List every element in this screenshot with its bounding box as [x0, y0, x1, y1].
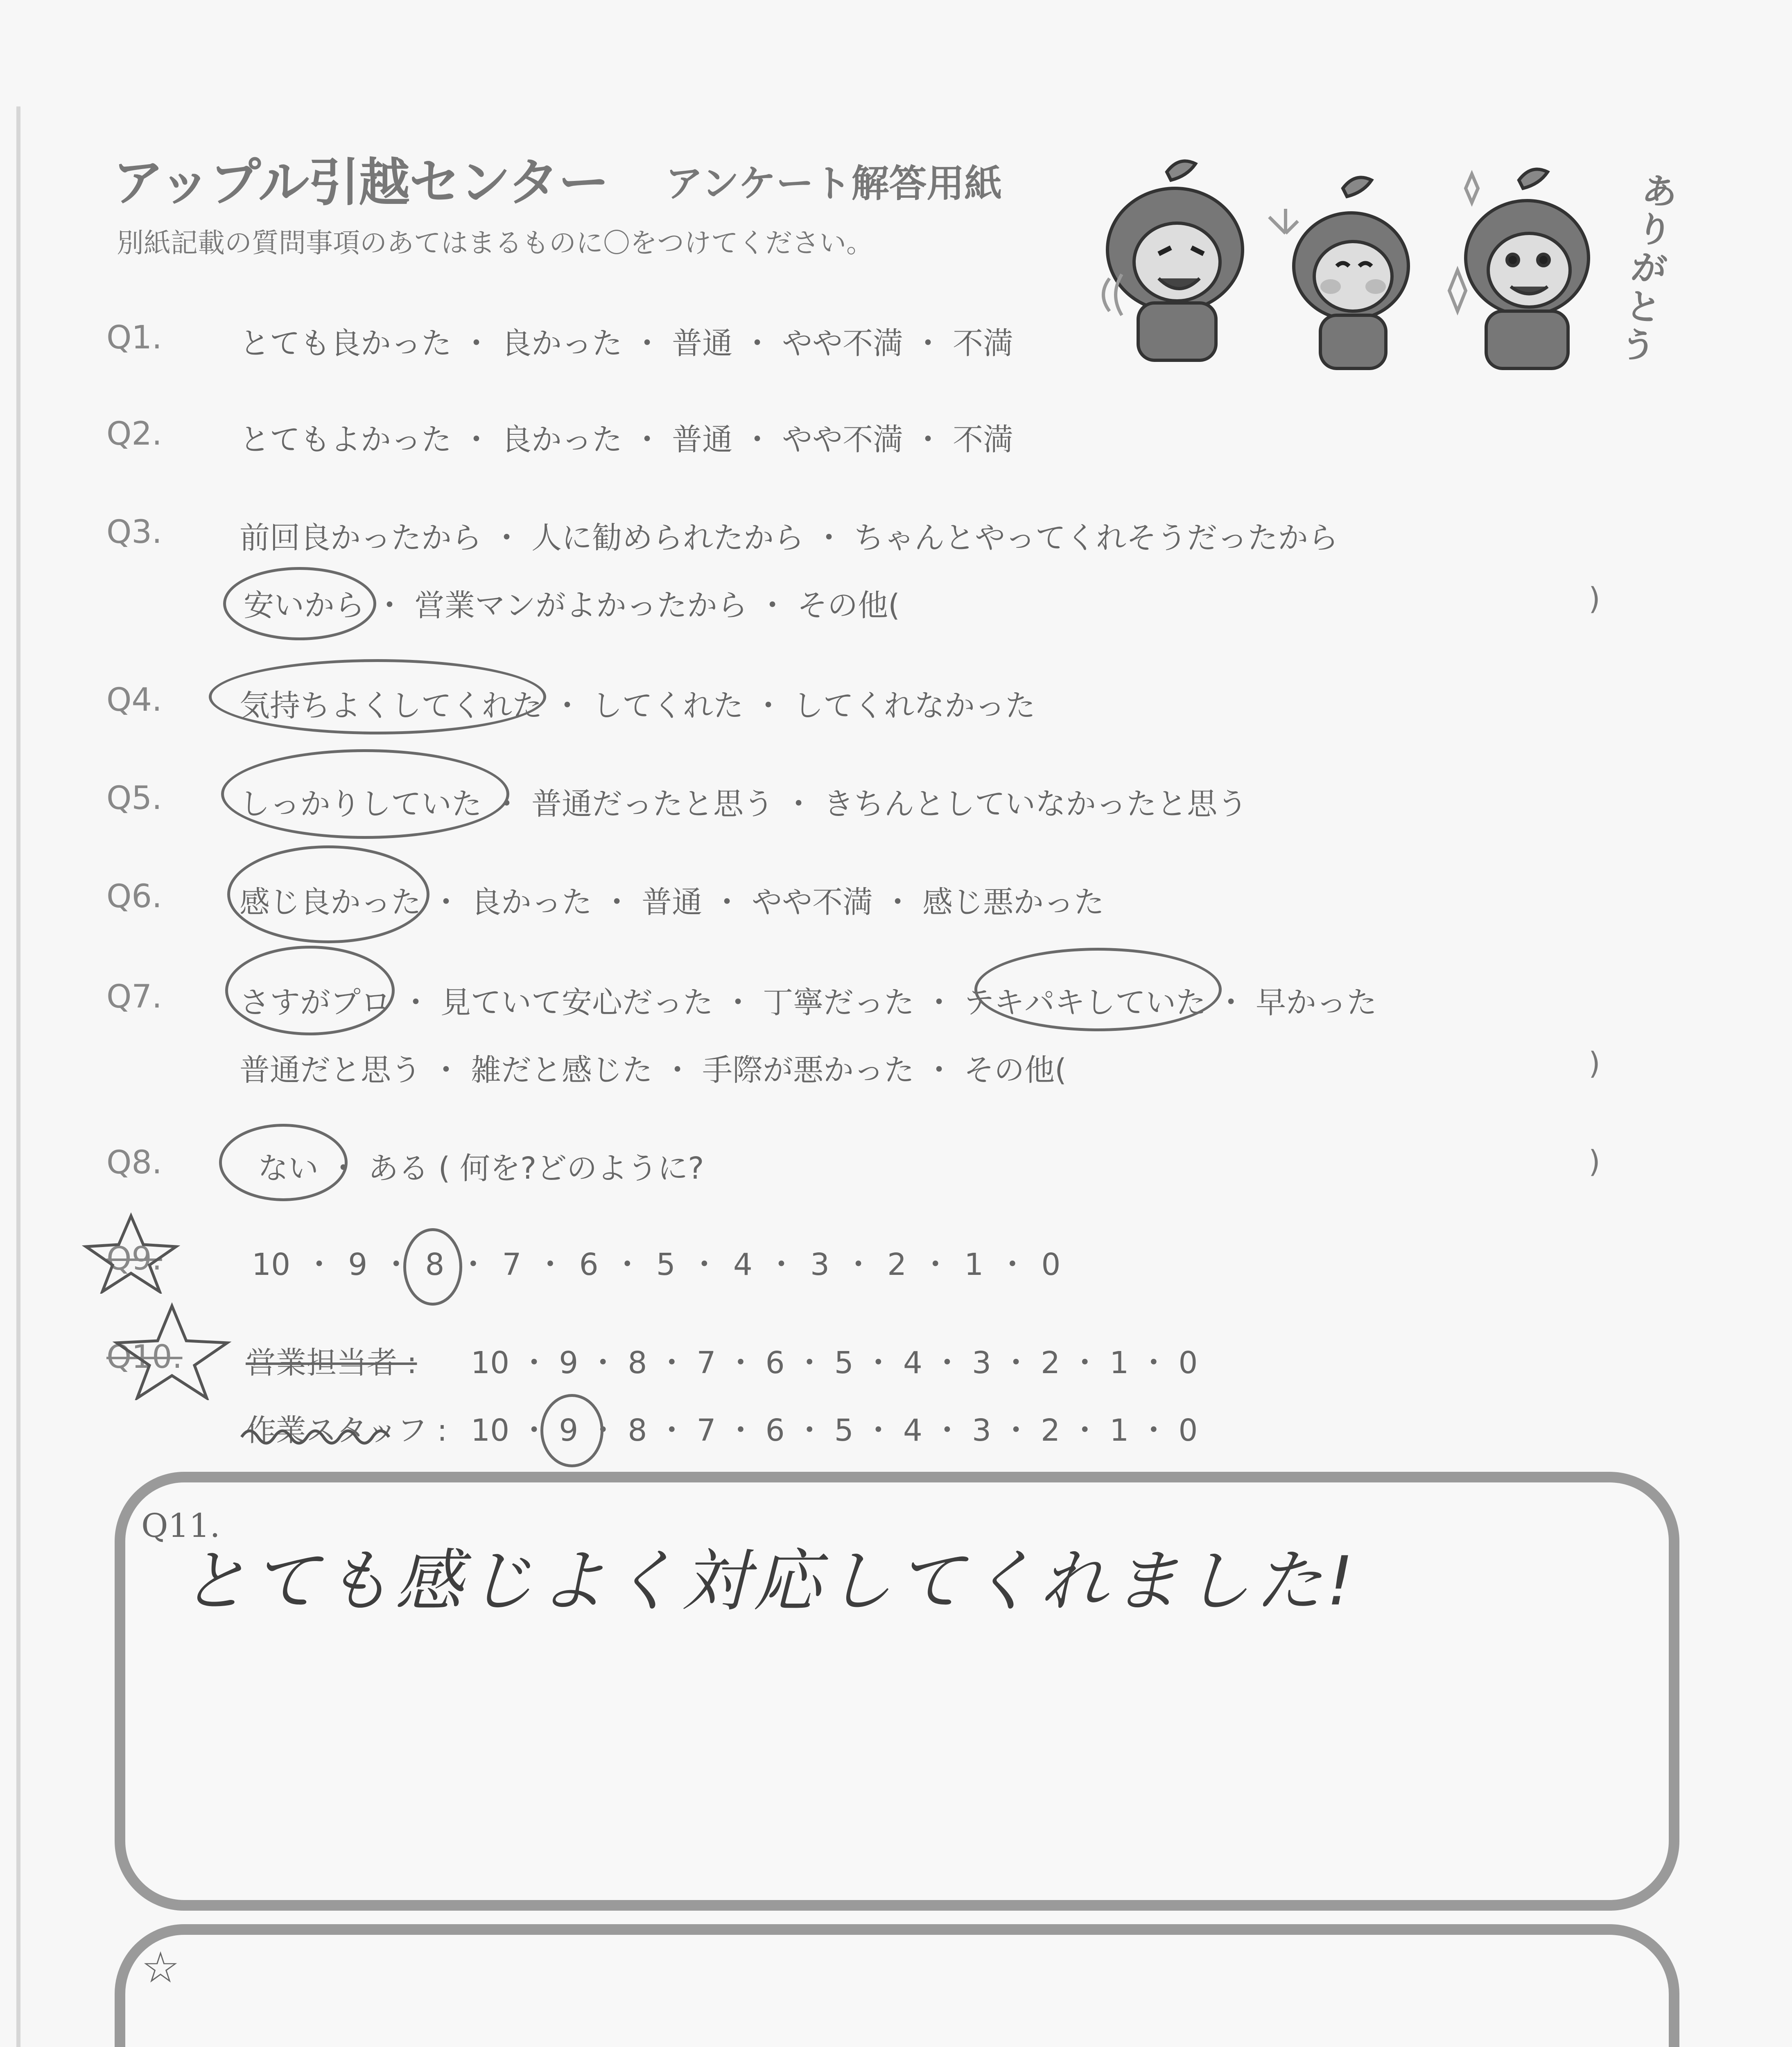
q7-close-paren: ): [1589, 1046, 1600, 1081]
q6-answer-circle: [227, 845, 429, 943]
q3-options-line1: 前回良かったから ・ 人に勧められたから ・ ちゃんとやってくれそうだったから: [240, 520, 1339, 556]
q11-handwritten-comment: とても感じよく対応してくれました!: [180, 1542, 1358, 1620]
q3-answer-circle: [223, 567, 376, 640]
q7-answer-circle-tekipaki: [974, 948, 1222, 1031]
q7-options-line1: さすがプロ ・ 見ていて安心だった ・ 丁寧だった ・ テキパキしていた ・ 早かった: [240, 985, 1377, 1020]
q7-label: Q7.: [106, 978, 162, 1015]
q3-close-paren: ): [1589, 581, 1600, 617]
q3-options-line2: 安いから ・ 営業マンがよかったから ・ その他(: [244, 588, 900, 623]
q8-answer-circle: [219, 1124, 348, 1201]
q7-options-line2: 普通だと思う ・ 雑だと感じた ・ 手際が悪かった ・ その他(: [240, 1053, 1067, 1088]
q2-options: とてもよかった ・ 良かった ・ 普通 ・ やや不満 ・ 不満: [240, 422, 1014, 457]
q5-options: しっかりしていた ・ 普通だったと思う ・ きちんとしていなかったと思う: [240, 786, 1248, 822]
star-box-label: ☆: [141, 1943, 180, 1993]
q2-label: Q2.: [106, 416, 162, 452]
q10-staff-answer-circle: [540, 1394, 603, 1467]
q7-answer-circle-pro: [225, 946, 395, 1035]
q5-label: Q5.: [106, 780, 162, 817]
q10-sales-scale: 10 ・ 9 ・ 8 ・ 7 ・ 6 ・ 5 ・ 4 ・ 3 ・ 2 ・ 1 ・ 0: [471, 1345, 1198, 1380]
monkey-mascots-icon: [1097, 156, 1679, 377]
q6-label: Q6.: [106, 878, 162, 915]
form-title: アンケート解答用紙: [665, 162, 1002, 206]
extra-comment-box[interactable]: [115, 1924, 1679, 2047]
q1-label: Q1.: [106, 319, 162, 356]
q10-label: Q10.: [106, 1339, 183, 1376]
q10-staff-label: 作業スタッフ :: [246, 1413, 447, 1448]
q4-options: 気持ちよくしてくれた ・ してくれた ・ してくれなかった: [240, 688, 1036, 723]
q10-staff-scale: 10 ・ 9 ・ 8 ・ 7 ・ 6 ・ 5 ・ 4 ・ 3 ・ 2 ・ 1 ・ 0: [471, 1413, 1198, 1448]
q9-answer-circle: [403, 1228, 462, 1306]
q1-options: とても良かった ・ 良かった ・ 普通 ・ やや不満 ・ 不満: [240, 326, 1014, 361]
underline-scribble: [237, 1421, 418, 1453]
q11-label: Q11.: [141, 1507, 220, 1545]
q9-label: Q9.: [106, 1240, 162, 1277]
q8-label: Q8.: [106, 1144, 162, 1181]
q6-options: 感じ良かった ・ 良かった ・ 普通 ・ やや不満 ・ 感じ悪かった: [240, 885, 1105, 920]
q8-close-paren: ): [1589, 1144, 1600, 1179]
star-mark-icon: [111, 1302, 233, 1400]
q8-options: ない ・ ある ( 何を?どのように?: [258, 1151, 704, 1186]
q4-answer-circle: [209, 659, 546, 734]
instruction-text: 別紙記載の質問事項のあてはまるものに〇をつけてください。: [117, 227, 873, 259]
q9-scale: 10 ・ 9 ・ 8 ・ 7 ・ 6 ・ 5 ・ 4 ・ 3 ・ 2 ・ 1 ・ 0: [252, 1247, 1061, 1282]
q5-answer-circle: [221, 749, 509, 839]
company-name: アップル引越センター: [113, 153, 609, 212]
q10-sales-label: 営業担当者 :: [246, 1345, 417, 1380]
mascot-caption: ありがとう: [1618, 169, 1680, 369]
page-edge: [16, 106, 20, 2047]
star-mark-icon: [82, 1212, 180, 1294]
q3-label: Q3.: [106, 514, 162, 551]
q4-label: Q4.: [106, 682, 162, 718]
